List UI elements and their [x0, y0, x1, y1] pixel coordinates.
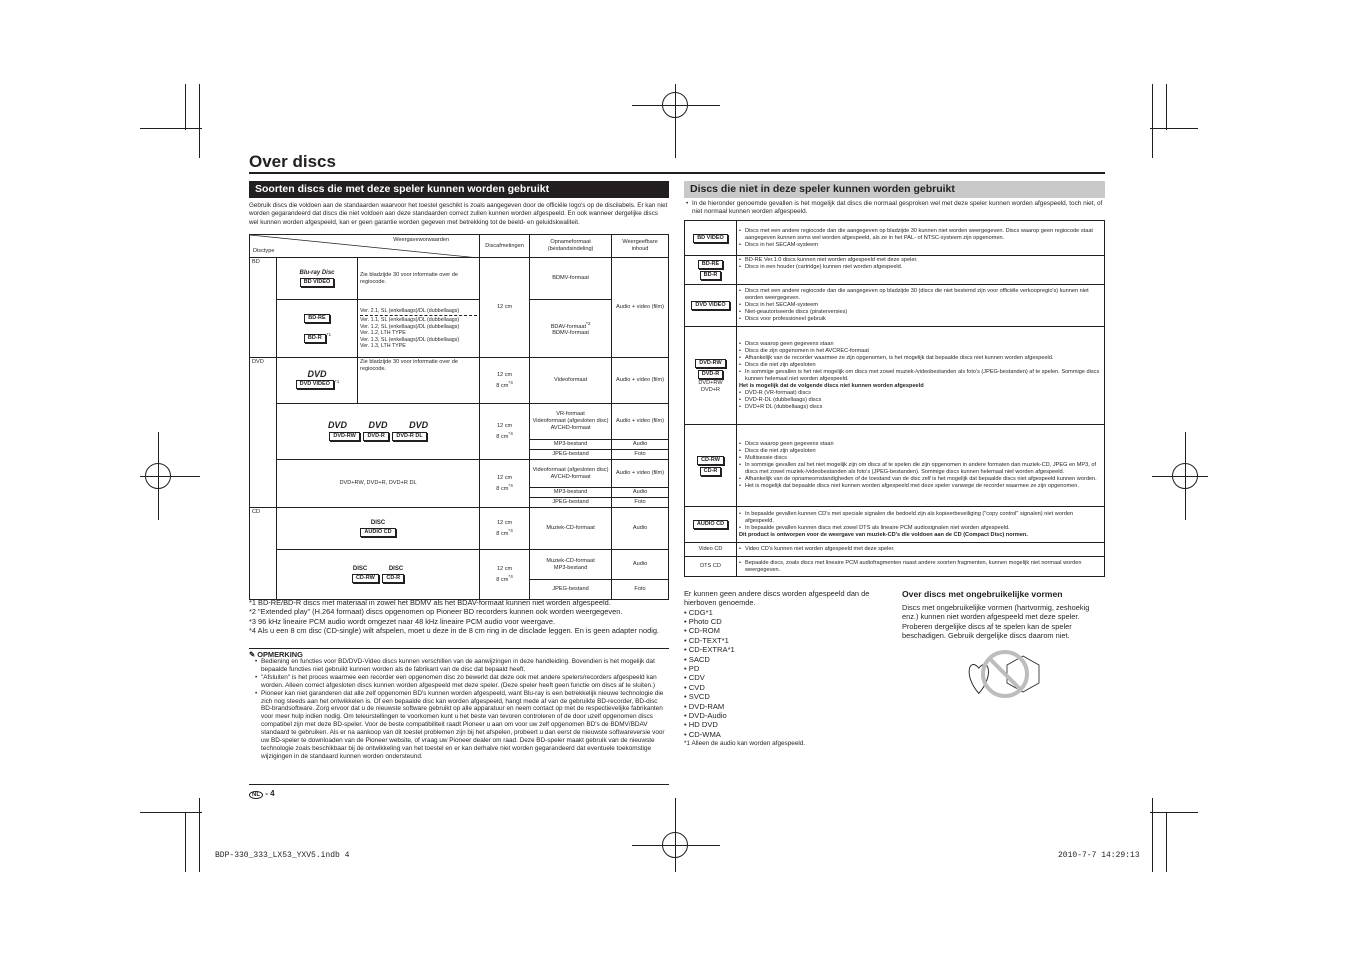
footnote-ref: *1	[326, 332, 332, 338]
format-jpeg: JPEG-bestand	[530, 580, 612, 600]
crop-mark	[185, 84, 186, 130]
header-content: Weergeefbare inhoud	[612, 235, 669, 258]
footnote-ref: *4	[508, 430, 513, 436]
bd-version-list	[358, 300, 480, 358]
bullet: • Discs in het SECAM-systeem	[739, 302, 1102, 309]
size-8: 8 cm	[496, 433, 509, 440]
bullet: • Het is mogelijk dat bepaalde discs niet kunnen worden afgespeeld met deze speler vanwege de recorder waarmee ze zijn opgenomen.	[739, 483, 1102, 490]
disc-list-item: • CD-ROM	[684, 626, 889, 635]
dvd-rw-badge: DVD-RW	[329, 432, 360, 441]
content-foto: Foto	[612, 498, 669, 508]
bd-group-label: BD	[250, 258, 277, 358]
registration-mark	[632, 845, 720, 846]
bullet: • Discs die niet zijn afgesloten	[739, 362, 1102, 369]
row-content	[737, 327, 1105, 425]
dvd-r-dl-badge: DVD-R DL	[392, 432, 426, 441]
row-content	[737, 543, 1105, 557]
disc-list-item: • CDG*1	[684, 608, 889, 617]
footnote-ref: *4	[508, 527, 513, 533]
bullet: • In bepaalde gevallen kunnen discs met zowel DTS als lineaire PCM audiosignalen niet worden afgespeeld.	[739, 525, 1102, 532]
bullet: • In sommige gevallen zal het niet mogelijk zijn om discs af te spelen die zijn opgenomen in andere formaten dan muziek-CD, JPEG en MP3, of discs met zowel muziek-/videobestanden als foto's (JPEG-bestanden). Sommige discs kunnen helemaal niet worden afgespeeld.	[739, 462, 1102, 476]
format-mp3: MP3-bestand	[553, 564, 588, 571]
size-12: 12 cm	[496, 422, 513, 429]
bullet: • Discs voor professioneel gebruik	[739, 316, 1102, 323]
bullet: • Discs in het SECAM-systeem	[739, 242, 1102, 249]
row-label	[685, 221, 737, 256]
language-mark: NL	[249, 791, 263, 799]
format-vr: VR-formaat	[556, 411, 585, 417]
bullet: • Afhankelijk van de recorder waarmee ze zijn opgenomen, is het mogelijk dat bepaalde discs niet kunnen worden afgespeeld.	[739, 355, 1102, 362]
audio-cd-badge: AUDIO CD	[360, 528, 395, 537]
bullet: • DVD-R-DL (dubbellaags) discs	[739, 397, 1102, 404]
bd-content: Audio + video (film)	[612, 258, 669, 358]
intro-text: Gebruik discs die voldoen aan de standaarden waarvoor het toestel geschikt is zoals aangegeven door de officiële logo's op de discilabels. Er kan niet worden gegarandeerd dat discs die niet voldoen aan deze standaarden correct zullen kunnen worden afgespeeld. En ook wanneer dergelijke discs wel kunnen worden afgespeeld, kan er geen garantie worden gegeven met betrekking tot de beeld- en geluidskwaliteit.	[249, 202, 668, 226]
row-content	[737, 256, 1105, 285]
footnote-ref: *4	[508, 379, 513, 385]
size-12: 12 cm	[496, 474, 513, 481]
crop-mark	[1166, 84, 1167, 130]
format-video: Videoformaat (afgesloten disc)	[532, 418, 609, 424]
bullet: • Discs met een andere regiocode dan die aangegeven op bladzijde 30 kunnen niet worden weergegeven. Discs waarop geen regiocode staat aangegeven kunnen soms wel worden afgespeeld, als ze in het PAL- of NTSC-systeem zijn opgenomen.	[739, 228, 1102, 242]
other-discs-intro: Er kunnen geen andere discs worden afgespeeld dan de hierboven genoemde.	[684, 589, 870, 608]
bullet: • Discs met een andere regiocode dan die aangegeven op bladzijde 30 (discs die niet bestemd zijn voor officiële verkoopregio's) kunnen niet worden weergegeven.	[739, 288, 1102, 302]
registration-mark	[675, 798, 676, 872]
bd-version: Ver. 2.1, SL (enkellaags)/DL (dubbellaags)	[360, 307, 460, 314]
section-heading-unsupported: Discs die niet in deze speler kunnen worden gebruikt	[684, 181, 1105, 198]
dvd-plus-content: Audio + video (film)	[612, 460, 669, 488]
dvd-video-badge: DVD VIDEO	[296, 380, 334, 389]
dvd-group-label: DVD	[250, 358, 277, 508]
bd-version: Ver. 1.3, SL (enkellaags)/DL (dubbellaags)	[360, 336, 460, 343]
cd-rw-size	[480, 550, 530, 600]
title-rule	[249, 172, 1105, 174]
audio-cd-format: Muziek-CD-formaat	[530, 508, 612, 550]
cd-r-badge: CD-R	[382, 574, 404, 583]
note-heading-label: OPMERKING	[257, 650, 303, 659]
dvd-video-note: Zie bladzijde 30 voor informatie over de regiocode.	[358, 358, 480, 404]
bd-version: Ver. 1.2, LTH TYPE	[360, 330, 406, 336]
note-item: • Bediening en functies voor BD/DVD-Video discs kunnen verschillen van de aanwijzingen in deze handleiding. Bovendien is het mogelijk dat bepaalde functies niet gebruikt kunnen worden als de fabrikant van de disc dat bepaald heeft.	[255, 658, 669, 674]
other-discs	[684, 589, 889, 749]
row-label	[685, 507, 737, 543]
cd-rw-formats	[530, 550, 612, 580]
format-jpeg: JPEG-bestand	[530, 498, 612, 508]
bd-version: Ver. 1.1, SL (enkellaags)/DL (dubbellaags)	[360, 317, 460, 323]
bd-video-logo-cell	[277, 258, 358, 300]
disc-list-item: • DVD-Audio	[684, 711, 889, 720]
note-item: • "Afsluiten" is het proces waarmee een recorder een opgenomen disc zo bewerkt dat deze ook met andere spelers/recorders afgespeeld kan worden. Alleen correct afgesloten discs kunnen worden afgespeeld met deze speler. (Deze speler heeft geen functie om discs af te sluiten.)	[255, 674, 669, 690]
size-8: 8 cm	[496, 530, 509, 537]
unsupported-intro: • In de hieronder genoemde gevallen is het mogelijk dat discs die normaal gesproken wel met deze speler kunnen worden afgespeeld, toch niet, of niet normaal kunnen worden afgespeeld.	[686, 200, 1103, 215]
size-8: 8 cm	[496, 485, 509, 492]
crop-mark	[140, 812, 202, 813]
footnotes	[249, 598, 669, 636]
disc-type-table	[249, 234, 669, 600]
header-disctype: Disctype	[253, 248, 275, 254]
dvd-rw-content: Audio + video (film)	[612, 404, 669, 440]
audio-cd-content: Audio	[612, 508, 669, 550]
bd-re-badge: BD-RE	[698, 260, 723, 269]
dvd-video-badge: DVD VIDEO	[691, 301, 729, 310]
bdav-label: BDAV-formaat	[550, 323, 587, 330]
header-playback-conditions: Weergaveworwaarden	[393, 237, 450, 243]
bullet: • Discs waarop geen gegevens staan	[739, 441, 1102, 448]
bullet: • Multisessie discs	[739, 455, 1102, 462]
row-label	[685, 256, 737, 285]
footnote-ref: *4	[508, 573, 513, 579]
crop-mark	[1152, 798, 1153, 872]
bd-version: Ver. 1.2, SL (enkellaags)/DL (dubbellaags)	[360, 323, 460, 330]
crop-mark	[199, 84, 200, 158]
page-title: Over discs	[249, 152, 336, 171]
bdav-format	[530, 300, 612, 358]
bullet: • Discs die zijn opgenomen in het AVCREC-formaat	[739, 348, 1102, 355]
dvd-rw-size	[480, 404, 530, 460]
format-mp3: MP3-bestand	[530, 488, 612, 498]
bullet: • DVD-R (VR-formaat) discs	[739, 390, 1102, 397]
bdmv-format: BDMV-formaat	[530, 258, 612, 300]
dvd-plus-cell: DVD+RW, DVD+R, DVD+R DL	[277, 460, 480, 508]
unsupported-intro-text: In de hieronder genoemde gevallen is het mogelijk dat discs die normaal gesproken wel met deze speler kunnen worden afgespeeld, toch niet, of niet normaal kunnen worden afgespeeld.	[692, 200, 1103, 215]
dvd-logo: DVD	[307, 368, 327, 379]
row-label: DTS CD	[685, 557, 737, 577]
row-label	[685, 327, 737, 425]
unsupported-table	[684, 220, 1105, 577]
disc-list-item: • SVCD	[684, 692, 889, 701]
cd-rw-r-logo-cell	[277, 550, 480, 600]
section-heading-supported: Soorten discs die met deze speler kunnen worden gebruikt	[249, 181, 669, 198]
footnote: *4 Als u een 8 cm disc (CD-single) wilt afspelen, moet u deze in de 8 cm ring in de disclade leggen. En is geen adapter nodig.	[249, 626, 659, 636]
registration-mark	[1152, 476, 1208, 477]
format-jpeg: JPEG-bestand	[530, 450, 612, 460]
header-diagonal-cell	[250, 235, 480, 258]
bullet: • Bepaalde discs, zoals discs met lineaire PCM audiofragmenten naast andere soorten fragmenten, kunnen mogelijk niet normaal worden weergegeven.	[739, 560, 1102, 574]
footnote: *3 96 kHz lineaire PCM audio wordt omgezet naar 48 kHz lineaire PCM audio voor weergave.	[249, 616, 556, 626]
bullet: • In bepaalde gevallen kunnen CD's met speciale signalen die bedoeld zijn als kopieerbeveiliging ("copy control" signalen) niet worden afgespeeld.	[739, 511, 1102, 525]
bullet: • BD-RE Ver.1.0 discs kunnen niet worden afgespeeld met deze speler.	[739, 257, 1102, 264]
footnote-ref: *1	[334, 378, 340, 384]
notes-list	[255, 658, 669, 761]
disc-list-item: • CDV	[684, 673, 889, 682]
audio-cd-badge: AUDIO CD	[693, 520, 728, 529]
compact-disc-logo: DISC	[352, 565, 368, 572]
dvd-video-size	[480, 358, 530, 404]
bold-note: Dit product is ontworpen voor de weergave van muziek-CD's die voldoen aan de CD (Compact Disc) normen.	[739, 531, 1028, 538]
compact-disc-logo: DISC	[388, 565, 404, 572]
row-content	[737, 507, 1105, 543]
row-content	[737, 557, 1105, 577]
format-mp3: MP3-bestand	[530, 440, 612, 450]
disc-list-item: • PD	[684, 664, 889, 673]
dvd-rw-r-logo-cell	[277, 404, 480, 460]
audio-cd-logo-cell	[277, 508, 480, 550]
dvd-rw-badge: DVD-RW	[695, 359, 726, 368]
dvd-r-badge: DVD-R	[363, 432, 388, 441]
audio-cd-size	[480, 508, 530, 550]
no-odd-shaped-discs-icon	[963, 650, 1047, 700]
crop-mark	[1166, 812, 1167, 872]
format-avchd: AVCHD-formaat	[550, 473, 591, 480]
bd-video-badge: BD VIDEO	[300, 278, 335, 287]
cd-rw-content: Audio	[612, 550, 669, 580]
format-video: Videoformaat (afgesloten disc)	[532, 466, 609, 473]
bd-re-r-logo-cell	[277, 300, 358, 358]
size-8: 8 cm	[496, 382, 509, 389]
footnote-ref: *2	[586, 320, 591, 326]
bd-video-note: Zie bladzijde 30 voor informatie over de regiocode.	[358, 258, 480, 300]
page-number-text: - 4	[265, 789, 275, 798]
registration-mark	[632, 105, 720, 106]
bd-re-badge: BD-RE	[304, 314, 329, 323]
note-icon: ✎	[249, 650, 258, 659]
row-content	[737, 425, 1105, 507]
disc-list-item: • CD-EXTRA*1	[684, 645, 889, 654]
footer-date: 2010-7-7 14:29:13	[1058, 851, 1140, 860]
disc-list-item: • CD-WMA	[684, 730, 889, 739]
compact-disc-logo: DISC	[370, 519, 386, 526]
bullet: • Video CD's kunnen niet worden afgespeeld met deze speler.	[739, 546, 1102, 553]
dvd-plus-formats	[530, 460, 612, 488]
bullet: • DVD+R DL (dubbellaags) discs	[739, 404, 1102, 411]
bd-size: 12 cm	[480, 258, 530, 358]
crop-mark	[199, 798, 200, 872]
dvd-logo: DVD	[409, 419, 429, 430]
row-content	[737, 221, 1105, 256]
registration-mark	[675, 84, 676, 158]
cd-rw-badge: CD-RW	[352, 574, 379, 583]
bullet: • In sommige gevallen is het niet mogelijk om discs met zowel muziek-/videobestanden als foto's (JPEG-bestanden) af te spelen. Sommige discs kunnen helemaal niet worden afgespeeld.	[739, 369, 1102, 383]
disc-list-item: • Photo CD	[684, 617, 889, 626]
bold-note: Het is mogelijk dat de volgende discs niet kunnen worden afgespeeld	[739, 382, 924, 389]
format-avchd: AVCHD-formaat	[550, 425, 591, 431]
disc-list-item: • CVD	[684, 683, 889, 692]
shape-text: Discs met ongebruikelijke vormen (hartvormig, zeshoekig enz.) kunnen niet worden afgespeeld met deze speler. Proberen dergelijke discs af te spelen kan de speler beschadigen. Gebruik dergelijke discs daarom niet.	[902, 603, 1090, 640]
crop-mark	[185, 812, 186, 872]
dvd-plus-rw-label: DVD+RW	[698, 379, 723, 386]
footer-file: BDP-330_333_LX53_YXV5.indb 4	[215, 851, 350, 860]
format-music-cd: Muziek-CD-formaat	[546, 557, 595, 564]
footnote-ref: *4	[508, 482, 513, 488]
header-size: Discafmetingen	[480, 235, 530, 258]
dvd-plus-r-label: DVD+R	[700, 386, 721, 393]
content-audio: Audio	[612, 488, 669, 498]
cd-r-badge: CD-R	[700, 467, 722, 476]
disc-list-item: • HD DVD	[684, 720, 889, 729]
row-content	[737, 285, 1105, 327]
page-number	[249, 789, 275, 798]
bullet: • Discs in een houder (cartridge) kunnen niet worden afgespeeld.	[739, 264, 1102, 271]
other-discs-footnote: *1 Alleen de audio kan worden afgespeeld.	[684, 740, 806, 748]
bullet: • Discs die niet zijn afgesloten	[739, 448, 1102, 455]
shape-heading: Over discs met ongebruikelijke vormen	[902, 589, 1063, 599]
disc-list-item: • SACD	[684, 655, 889, 664]
header-format: Opnameformaat (bestandsindeling)	[530, 235, 612, 258]
content-foto: Foto	[612, 450, 669, 460]
crop-mark	[1150, 812, 1198, 813]
crop-mark	[1152, 84, 1153, 158]
registration-mark	[140, 476, 200, 477]
bd-r-badge: BD-R	[700, 271, 722, 280]
size-8: 8 cm	[496, 576, 509, 583]
dvd-video-content: Audio + video (film)	[612, 358, 669, 404]
dvd-rw-formats	[530, 404, 612, 440]
bottom-rule	[249, 784, 669, 785]
footnote: *2 "Extended play" (H.264 formaat) discs opgenomen op Pioneer BD recorders kunnen ook worden weergegeven.	[249, 607, 623, 617]
bullet: • Discs waarop geen gegevens staan	[739, 341, 1102, 348]
size-12: 12 cm	[496, 519, 513, 526]
size-12: 12 cm	[496, 565, 513, 572]
cd-group-label: CD	[250, 508, 277, 600]
footnote: *1 BD-RE/BD-R discs met materiaal in zowel het BDMV als het BDAV-formaat kunnen niet worden afgespeeld.	[249, 598, 611, 607]
bd-version: Ver. 1.3, LTH TYPE	[360, 343, 406, 349]
row-label	[685, 425, 737, 507]
bullet: • Niet-geautoriseerde discs (piraterversies)	[739, 309, 1102, 316]
content-audio: Audio	[612, 440, 669, 450]
row-label	[685, 285, 737, 327]
note-item: • Pioneer kan niet garanderen dat alle zelf opgenomen BD's kunnen worden afgespeeld, want Blu-ray is een betrekkelijk nieuwe technologie die zich nog steeds aan het ontwikkelen is. Of een bepaalde disc kan worden afgespeeld, hangt mede af van de gebruikte BD-recorder, BD-disc BD-brandsoftware. Zorg ervoor dat u de nieuwste software gebruikt op alle apparatuur en neem contact op met de respectievelijke fabrikanten voor meer hulp indien nodig. Om teleurstellingen te voorkomen kunt u het beste van tevoren controleren of de door uzelf opgenomen discs compatibel zijn met deze BD-speler. Voor de beste compatibiliteit raadt Pioneer u aan om voor uw zelf opgenomen BD's de BDMV/BDAV standaard te gebruiken. Als er na aankoop van dit toestel problemen zijn bij het afspelen, probeert u dan eerst de nieuwste softwareversie voor uw BD-speler te downloaden van de Pioneer website, of vraag uw Pioneer dealer om raad. Deze BD-speler maakt gebruik van de nieuwste technologie zoals beschikbaar bij de ontwikkeling van het toestel en er kan derhalve niet worden gegarandeerd dat eventuele toekomstige wijzigingen in de standaard kunnen worden ondersteund.	[255, 690, 669, 761]
bd-r-badge: BD-R	[304, 334, 326, 343]
dvd-plus-size	[480, 460, 530, 508]
bd-video-badge: BD VIDEO	[693, 234, 728, 243]
cd-rw-badge: CD-RW	[697, 456, 724, 465]
size-12: 12 cm	[496, 371, 513, 378]
dvd-r-badge: DVD-R	[698, 370, 723, 379]
dvd-logo: DVD	[327, 419, 347, 430]
bullet: • Afhankelijk van de opnameomstandigheden of de toestand van de disc zelf is het mogelijk dat bepaalde discs niet afgespeeld kunnen worden.	[739, 476, 1102, 483]
disc-list-item: • DVD-RAM	[684, 702, 889, 711]
bluray-logo: Blu-ray Disc	[299, 269, 335, 276]
content-foto: Foto	[612, 580, 669, 600]
dvd-logo: DVD	[368, 419, 388, 430]
dvd-video-format: Videoformaat	[530, 358, 612, 404]
crop-mark	[140, 128, 202, 129]
disc-list-item: • CD-TEXT*1	[684, 636, 889, 645]
dvd-video-logo-cell	[277, 358, 358, 404]
bdmv-label: BDMV-formaat	[552, 330, 589, 337]
row-label: Video CD	[685, 543, 737, 557]
crop-mark	[1150, 128, 1198, 129]
